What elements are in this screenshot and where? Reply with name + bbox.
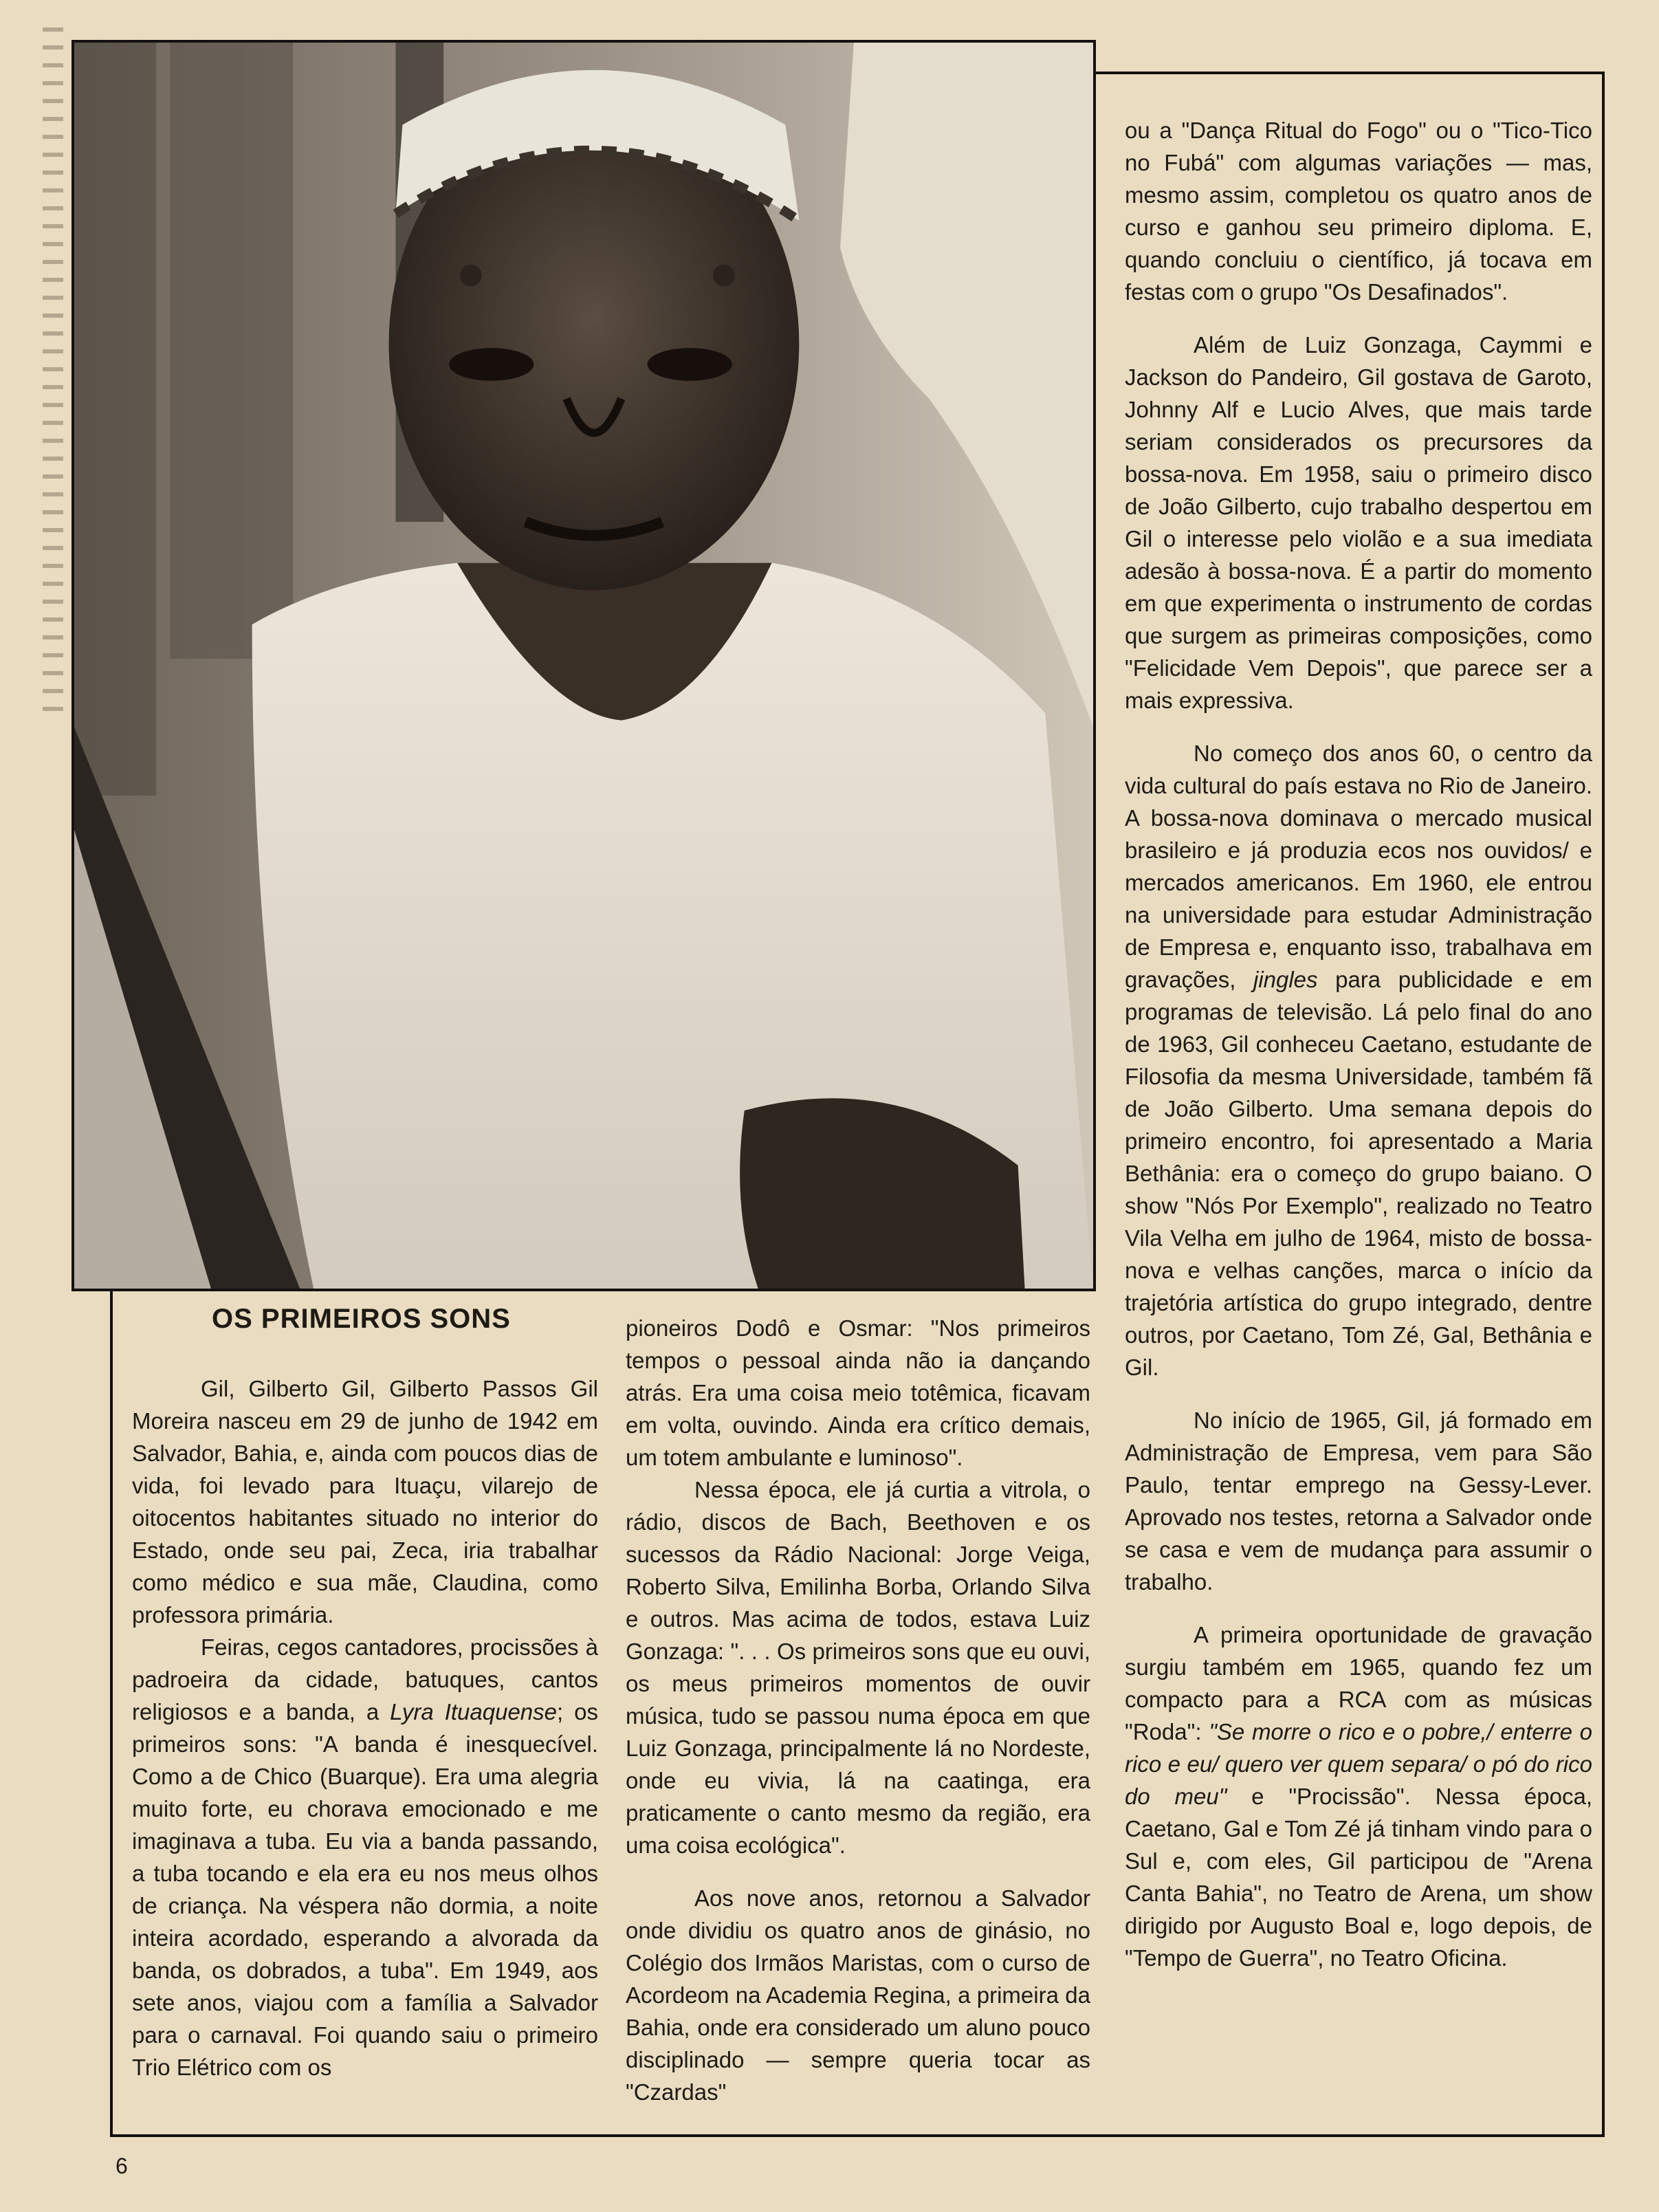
portrait-photo [72, 40, 1096, 1291]
paragraph: A primeira oportunidade de gravação surgiu também em 1965, quando fez um compacto para a RCA com as músicas "Roda": "Se morre o rico e o pobre,/ enterre o rico e eu/ quero ver quem separa/ o pó do rico do meu" e "Procissão". Nessa época, Caetano, Gal e Tom Zé já tinham vindo para o Sul e, com eles, Gil participou de "Arena Canta Bahia", no Teatro de Arena, um show dirigido por Augusto Boal e, logo depois, de "Tempo de Guerra", no Teatro Oficina. [1125, 1622, 1593, 1971]
paragraph: Aos nove anos, retornou a Salvador onde dividiu os quatro anos de ginásio, no Colégio dos Irmãos Maristas, com o curso de Acordeom na Academia Regina, a primeira da Bahia, onde era considerado um aluno pouco disciplinado — sempre queria tocar as "Czardas" [626, 1885, 1090, 2105]
text-column-2 [626, 1312, 1090, 2108]
frame-right-border [1602, 72, 1605, 2137]
portrait-illustration [74, 43, 1093, 1289]
paragraph: Nessa época, ele já curtia a vitrola, o rádio, discos de Bach, Beethoven e os sucessos da Rádio Nacional: Jorge Veiga, Roberto Silva, Emilinha Borba, Orlando Silva e outros. Mas acima de todos, estava Luiz Gonzaga: ". . . Os primeiros sons que eu ouvi, os meus primeiros momentos de ouvir música, tudo se passou numa época em que Luiz Gonzaga, principalmente lá no Nordeste, onde eu vivia, lá na caatinga, era praticamente o canto mesmo da região, era uma coisa ecológica". [626, 1477, 1090, 1858]
frame-top-border [1096, 72, 1605, 74]
paragraph: No começo dos anos 60, o centro da vida cultural do país estava no Rio de Janeiro. A bossa-nova dominava o mercado musical brasileiro e já produzia ecos nos ouvidos/ e mercados americanos. Em 1960, ele entrou na universidade para estudar Administração de Empresa e, enquanto isso, trabalhava em gravações, jingles para publicidade e em programas de televisão. Lá pelo final do ano de 1963, Gil conheceu Caetano, estudante de Filosofia da mesma Universidade, também fã de João Gilberto. Uma semana depois do primeiro encontro, foi apresentado a Maria Bethânia: era o começo do grupo baiano. O show "Nós Por Exemplo", realizado no Teatro Vila Velha em julho de 1964, misto de bossa-nova e velhas canções, marca o início da trajetória artística do grupo integrado, dentre outros, por Caetano, Tom Zé, Gal, Bethânia e Gil. [1125, 741, 1592, 1380]
binding-edge [43, 28, 63, 715]
paragraph: ou a "Dança Ritual do Fogo" ou o "Tico-Tico no Fubá" com algumas variações — mas, mesmo assim, completou os quatro anos de curso e ganhou seu primeiro diploma. E, quando concluiu o científico, já tocava em festas com o grupo "Os Desafinados". [1125, 118, 1592, 305]
text-column-3 [1125, 114, 1592, 1974]
paragraph: Além de Luiz Gonzaga, Caymmi e Jackson do Pandeiro, Gil gostava de Garoto, Johnny Alf e Lucio Alves, que mais tarde seriam considerados os precursores da bossa-nova. Em 1958, saiu o primeiro disco de João Gilberto, cujo trabalho despertou em Gil o interesse pelo violão e a sua imediata adesão à bossa-nova. É a partir do momento em que experimenta o instrumento de cordas que surgem as primeiras composições, como "Felicidade Vem Depois", que parece ser a mais expressiva. [1125, 332, 1592, 713]
paragraph: No início de 1965, Gil, já formado em Administração de Empresa, vem para São Paulo, tentar emprego na Gessy-Lever. Aprovado nos testes, retorna a Salvador onde se casa e vem de mudança para assumir o trabalho. [1125, 1408, 1592, 1595]
page-number: 6 [116, 2154, 128, 2178]
paragraph: Feiras, cegos cantadores, procissões à padroeira da cidade, batuques, cantos religiosos e a banda, a Lyra Ituaquense; os primeiros sons: "A banda é inesquecível. Como a de Chico (Buarque). Era uma alegria muito forte, eu chorava emocionado e me imaginava a tuba. Eu via a banda passando, a tuba tocando e ela era eu nos meus olhos de criança. Na véspera não dormia, a noite inteira acordado, esperando a alvorada da banda, os dobrados, a tuba". Em 1949, aos sete anos, viajou com a família a Salvador para o carnaval. Foi quando saiu o primeiro Trio Elétrico com os [132, 1634, 598, 2080]
paragraph: Gil, Gilberto Gil, Gilberto Passos Gil Moreira nasceu em 29 de junho de 1942 em Salvador, Bahia, e, ainda com poucos dias de vida, foi levado para Ituaçu, vilarejo de oitocentos habitantes situado no interior do Estado, onde seu pai, Zeca, iria trabalhar como médico e sua mãe, Claudina, como professora primária. [132, 1376, 598, 1628]
paragraph: pioneiros Dodô e Osmar: "Nos primeiros tempos o pessoal ainda não ia dançando atrás. Era uma coisa meio totêmica, ficavam em volta, ouvindo. Ainda era crítico demais, um totem ambulante e luminoso". [626, 1315, 1090, 1470]
text-column-1 [132, 1372, 598, 2083]
frame-left-border [110, 1291, 113, 2137]
frame-bottom-border [110, 2134, 1605, 2137]
section-heading: OS PRIMEIROS SONS [212, 1304, 511, 1334]
